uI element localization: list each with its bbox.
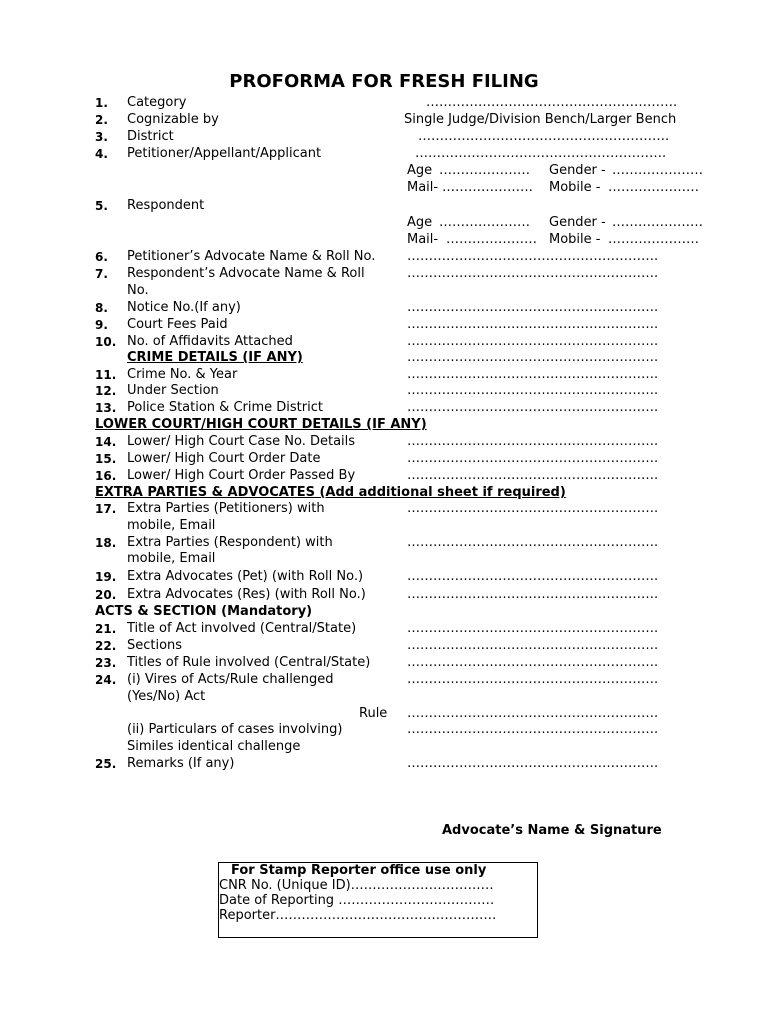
page-title: PROFORMA FOR FRESH FILING: [229, 71, 539, 92]
field-label-title-act: Title of Act involved (Central/State): [127, 621, 357, 636]
item-number: 7.: [95, 267, 108, 281]
item-number: 9.: [95, 318, 108, 332]
field-label-extra-pet: Extra Parties (Petitioners) with: [127, 501, 325, 516]
field-blank-vires-rule[interactable]: ………………………………………………….: [407, 706, 659, 721]
field-blank-crime-details[interactable]: ………………………………………………….: [407, 350, 659, 365]
item-number: 23.: [95, 656, 117, 670]
field-blank-sections[interactable]: ………………………………………………….: [407, 638, 659, 653]
field-blank-petitioner-mobile[interactable]: …………………: [608, 180, 699, 195]
field-label-court-fees: Court Fees Paid: [127, 317, 228, 332]
stamp-reporter-box: [218, 862, 538, 938]
field-label-res-advocate: Respondent’s Advocate Name & Roll: [127, 266, 365, 281]
item-number: 17.: [95, 502, 117, 516]
field-label-extra-pet-cont: mobile, Email: [127, 518, 216, 533]
field-label-vires-cont: (Yes/No) Act: [127, 689, 206, 704]
section-heading-crime: CRIME DETAILS (IF ANY): [127, 350, 303, 365]
field-label-extra-res-cont: mobile, Email: [127, 551, 216, 566]
field-label-rule: Rule: [359, 706, 388, 721]
field-label-particulars-cont: Similes identical challenge: [127, 739, 301, 754]
field-blank-petitioner[interactable]: ………………………………………………….: [415, 146, 667, 161]
item-number: 18.: [95, 536, 117, 550]
field-blank-respondent-mail[interactable]: …………………: [446, 232, 537, 247]
field-label-extra-res: Extra Parties (Respondent) with: [127, 535, 333, 550]
field-label-notice: Notice No.(If any): [127, 300, 241, 315]
field-label-lower-passed: Lower/ High Court Order Passed By: [127, 468, 356, 483]
field-blank-crime-no[interactable]: ………………………………………………….: [407, 367, 659, 382]
item-number: 20.: [95, 588, 117, 602]
field-label-mobile: Mobile -: [549, 180, 601, 195]
item-number: 22.: [95, 639, 117, 653]
field-blank-lower-case[interactable]: ………………………………………………….: [407, 434, 659, 449]
field-blank-petitioner-gender[interactable]: …………………: [612, 163, 703, 178]
field-blank-police-station[interactable]: ………………………………………………….: [407, 400, 659, 415]
section-heading-extra-parties: EXTRA PARTIES & ADVOCATES (Add additional sheet if required): [95, 485, 566, 500]
field-blank-affidavits[interactable]: ………………………………………………….: [407, 334, 659, 349]
field-blank-district[interactable]: ………………………………………………….: [418, 129, 670, 144]
field-blank-court-fees[interactable]: ………………………………………………….: [407, 317, 659, 332]
field-label-petitioner: Petitioner/Appellant/Applicant: [127, 146, 322, 161]
item-number: 10.: [95, 335, 117, 349]
field-label-category: Category: [127, 95, 187, 110]
section-heading-lower-court: LOWER COURT/HIGH COURT DETAILS (IF ANY): [95, 417, 427, 432]
field-blank-vires-act[interactable]: ………………………………………………….: [407, 672, 659, 687]
field-blank-extra-res[interactable]: ………………………………………………….: [407, 535, 659, 550]
field-label-sections: Sections: [127, 638, 183, 653]
item-number: 6.: [95, 250, 108, 264]
field-label-police-station: Police Station & Crime District: [127, 400, 323, 415]
field-label-vires: (i) Vires of Acts/Rule challenged: [127, 672, 334, 687]
item-number: 14.: [95, 435, 117, 449]
advocate-signature-label: Advocate’s Name & Signature: [442, 823, 662, 838]
item-number: 5.: [95, 199, 108, 213]
field-label-particulars: (ii) Particulars of cases involving): [127, 722, 343, 737]
item-number: 1.: [95, 96, 108, 110]
field-label-gender: Gender -: [549, 215, 606, 230]
item-number: 16.: [95, 469, 117, 483]
field-value-cognizable-by: Single Judge/Division Bench/Larger Bench: [404, 112, 677, 127]
field-blank-petitioner-age[interactable]: …………………: [439, 163, 530, 178]
stamp-date-field[interactable]: Date of Reporting ………………………………: [219, 893, 495, 908]
field-label-crime-no: Crime No. & Year: [127, 367, 238, 382]
field-blank-respondent-age[interactable]: …………………: [439, 215, 530, 230]
field-label-extra-adv-res: Extra Advocates (Res) (with Roll No.): [127, 587, 366, 602]
stamp-box-heading: For Stamp Reporter office use only: [231, 863, 487, 878]
field-label-cognizable-by: Cognizable by: [127, 112, 219, 127]
field-blank-extra-pet[interactable]: ………………………………………………….: [407, 501, 659, 516]
field-label-gender: Gender -: [549, 163, 606, 178]
item-number: 13.: [95, 401, 117, 415]
item-number: 2.: [95, 113, 108, 127]
field-label-district: District: [127, 129, 174, 144]
field-label-under-section: Under Section: [127, 383, 219, 398]
field-label-affidavits: No. of Affidavits Attached: [127, 334, 293, 349]
field-label-remarks: Remarks (If any): [127, 756, 235, 771]
field-label-age: Age: [407, 163, 433, 178]
item-number: 15.: [95, 452, 117, 466]
field-blank-pet-advocate[interactable]: ………………………………………………….: [407, 249, 659, 264]
field-blank-notice[interactable]: ………………………………………………….: [407, 300, 659, 315]
field-blank-remarks[interactable]: ………………………………………………….: [407, 756, 659, 771]
item-number: 4.: [95, 147, 108, 161]
item-number: 12.: [95, 384, 117, 398]
item-number: 3.: [95, 130, 108, 144]
field-blank-res-advocate[interactable]: ………………………………………………….: [407, 266, 659, 281]
item-number: 8.: [95, 301, 108, 315]
item-number: 11.: [95, 368, 117, 382]
field-label-lower-date: Lower/ High Court Order Date: [127, 451, 321, 466]
field-blank-extra-adv-pet[interactable]: ………………………………………………….: [407, 569, 659, 584]
field-label-mobile: Mobile -: [549, 232, 601, 247]
field-label-res-advocate-cont: No.: [127, 283, 149, 298]
field-label-age: Age: [407, 215, 433, 230]
field-blank-lower-date[interactable]: ………………………………………………….: [407, 451, 659, 466]
field-blank-extra-adv-res[interactable]: ………………………………………………….: [407, 587, 659, 602]
field-label-extra-adv-pet: Extra Advocates (Pet) (with Roll No.): [127, 569, 364, 584]
field-label-mail: Mail-: [407, 232, 439, 247]
field-label-respondent: Respondent: [127, 198, 205, 213]
field-blank-petitioner-mail[interactable]: …………………: [442, 180, 533, 195]
field-blank-respondent-mobile[interactable]: …………………: [608, 232, 699, 247]
stamp-cnr-field[interactable]: CNR No. (Unique ID)……………………………: [219, 878, 494, 893]
field-blank-titles-rule[interactable]: ………………………………………………….: [407, 655, 659, 670]
field-label-pet-advocate: Petitioner’s Advocate Name & Roll No.: [127, 249, 376, 264]
item-number: 24.: [95, 673, 117, 687]
field-label-titles-rule: Titles of Rule involved (Central/State): [127, 655, 371, 670]
item-number: 19.: [95, 570, 117, 584]
field-blank-category[interactable]: ………………………………………………….: [426, 95, 678, 110]
field-blank-lower-passed[interactable]: ………………………………………………….: [407, 468, 659, 483]
item-number: 21.: [95, 622, 117, 636]
field-label-mail: Mail-: [407, 180, 439, 195]
item-number: 25.: [95, 757, 117, 771]
section-heading-acts: ACTS & SECTION (Mandatory): [95, 604, 313, 619]
field-blank-particulars[interactable]: ………………………………………………….: [407, 722, 659, 737]
field-blank-respondent-gender[interactable]: …………………: [612, 215, 703, 230]
stamp-reporter-field[interactable]: Reporter……………………………………………: [219, 908, 497, 923]
field-label-lower-case: Lower/ High Court Case No. Details: [127, 434, 356, 449]
field-blank-under-section[interactable]: ………………………………………………….: [407, 383, 659, 398]
field-blank-title-act[interactable]: ………………………………………………….: [407, 621, 659, 636]
